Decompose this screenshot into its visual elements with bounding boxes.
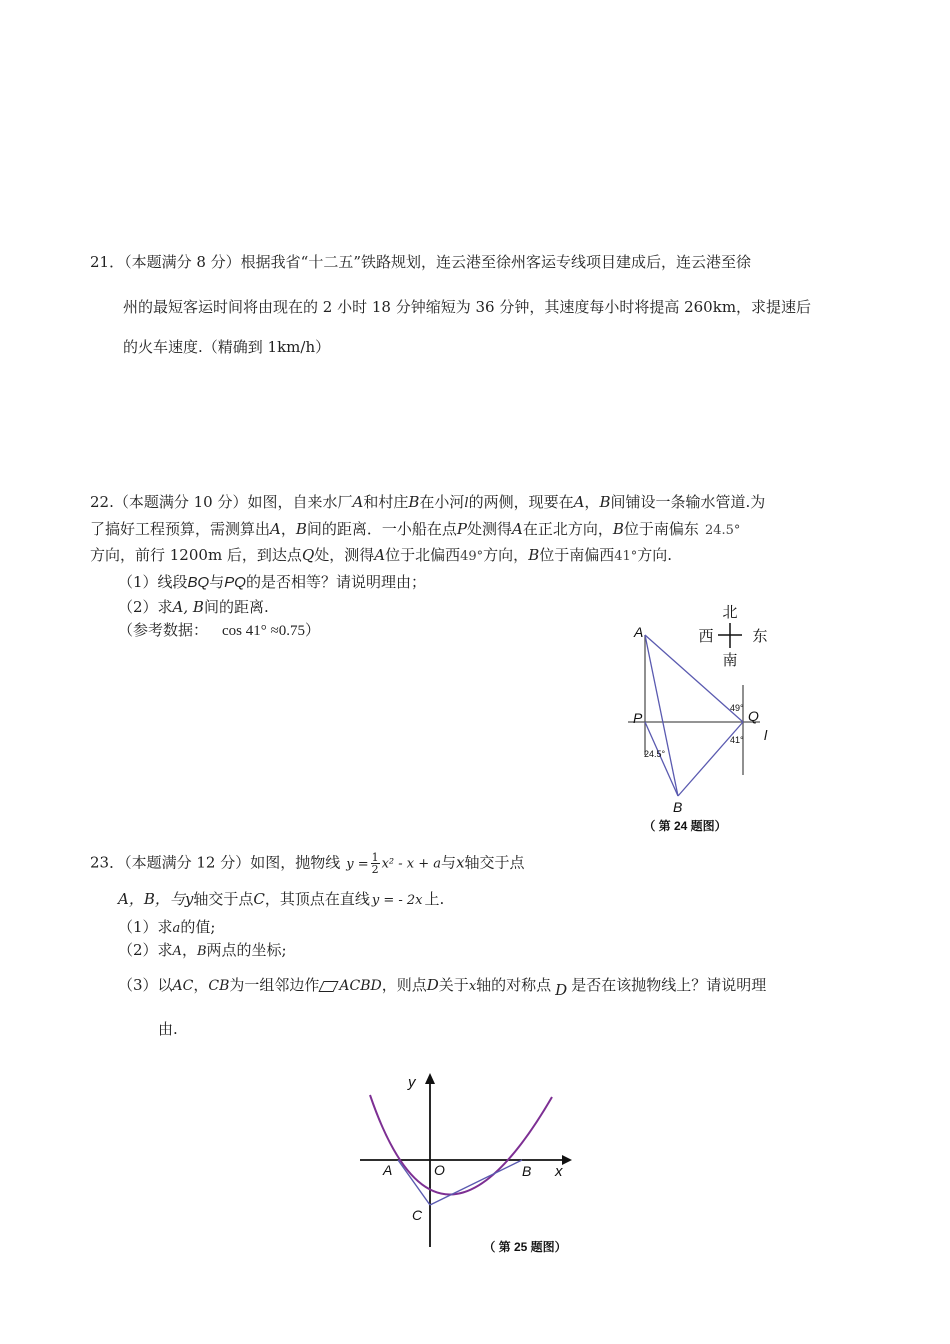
label-x: x: [555, 1163, 563, 1180]
q22-text: 的是否相等？请说明理由；: [245, 573, 426, 591]
label-C: C: [412, 1207, 423, 1223]
fraction-denominator: 2: [371, 863, 379, 876]
point-A: A: [512, 520, 523, 538]
compass-north: 北: [722, 604, 738, 621]
q22-text: 处测得: [467, 520, 513, 538]
x-axis-arrow: [562, 1155, 572, 1165]
q23-line1: [90, 852, 525, 875]
segment-AC: [398, 1160, 430, 1205]
point-A: A: [270, 520, 281, 538]
point-B: B: [528, 546, 540, 564]
point-A: A: [172, 944, 182, 959]
q23-text: 与: [441, 853, 457, 872]
q22-reference: [118, 620, 320, 641]
point-D-reflection: D: [555, 981, 568, 999]
q22-text: ，: [584, 493, 600, 511]
q22-sub2: [118, 597, 269, 617]
point-P: P: [456, 520, 468, 538]
compass-south: 南: [722, 652, 738, 669]
q23-text: ，: [193, 976, 209, 994]
q22-text: 22.（本题满分 10 分）如图，自来水厂: [90, 493, 353, 511]
reference-formula: cos 41° ≈0.75: [222, 623, 305, 639]
q21-line1: 21．（本题满分 8 分）根据我省“十二五”铁路规划，连云港至徐州客运专线项目建成后，连云港至徐: [90, 253, 752, 271]
q21-line2: 州的最短客运时间将由现在的 2 小时 18 分钟缩短为 36 分钟，其速度每小时将提高 260km，求提速后: [123, 298, 812, 316]
var-a: a: [172, 921, 181, 936]
q23-text: 关于: [438, 976, 469, 994]
label-l: l: [764, 727, 768, 743]
segment-QB: [678, 722, 743, 796]
q21-line3: 的火车速度.（精确到 1km/h）: [123, 338, 331, 356]
label-A: A: [634, 624, 644, 640]
parallelogram-icon: [319, 981, 339, 992]
q22-line1: [90, 492, 765, 514]
point-Q: Q: [301, 546, 315, 564]
q22-text: 与: [209, 573, 225, 591]
angle-49: 49°: [460, 549, 484, 564]
q23-text: ，: [181, 941, 197, 959]
q23-text: ，则点: [381, 976, 427, 994]
q22-text: 位于北偏西: [385, 546, 461, 564]
q22-text: 在小河: [419, 493, 465, 511]
segment-BQ: BQ: [187, 574, 210, 591]
q23-sub3: [118, 975, 766, 997]
q22-text: 方向，: [483, 546, 529, 564]
var-y: y: [184, 890, 194, 908]
figure-25-caption: （ 第 25 题图）: [483, 1240, 567, 1254]
label-A: A: [383, 1162, 393, 1178]
label-B: B: [522, 1163, 532, 1179]
var-x: x: [456, 853, 465, 872]
label-B: B: [673, 799, 683, 815]
q22-text: 的两侧，现要在: [468, 493, 574, 511]
fraction-numerator: 1: [371, 851, 379, 864]
q22-text: 方向.: [637, 546, 673, 564]
y-axis-arrow: [425, 1073, 435, 1084]
label-y: y: [408, 1074, 416, 1091]
q22-text: 位于南偏西: [539, 546, 615, 564]
point-A: A: [374, 546, 386, 564]
q23-text: （本题满分 12 分）如图，抛物线: [124, 853, 341, 872]
point-B: B: [295, 520, 307, 538]
q23-text: 上.: [424, 890, 445, 908]
q22-text: 方向，前行 1200m 后，到达点: [90, 546, 302, 564]
segment-CB: CB: [208, 978, 230, 994]
label-P: P: [633, 710, 643, 726]
angle-24-5: 24.5°: [704, 523, 741, 538]
q23-text: 两点的坐标;: [206, 941, 287, 959]
q22-text: ，: [280, 520, 296, 538]
q23-text: 轴交于点: [464, 853, 525, 872]
angle-41: 41°: [614, 549, 638, 564]
q23-line2: [118, 889, 444, 911]
q23-text: 的值;: [180, 918, 216, 936]
angle-label-49: 49°: [730, 703, 744, 713]
q22-text: 和村庄: [363, 493, 409, 511]
equation-rhs: x² - x + a: [381, 856, 442, 872]
q23-text: 轴交于点: [193, 890, 254, 908]
line-equation: y = - 2x: [371, 893, 423, 908]
figure-25: [350, 1065, 590, 1265]
q23-text: 是否在该抛物线上？请说明理: [571, 976, 767, 994]
parabola-curve: [370, 1095, 552, 1195]
point-B: B: [196, 944, 207, 959]
q22-text: 了搞好工程预算，需测算出: [90, 520, 271, 538]
point-B: B: [599, 493, 611, 511]
q22-text: 间的距离.: [203, 598, 269, 616]
point-C: C: [253, 890, 265, 908]
label-Q: Q: [748, 708, 759, 724]
q22-text: 在正北方向，: [522, 520, 613, 538]
angle-label-41: 41°: [730, 735, 744, 745]
q23-text: ，其顶点在直线: [264, 890, 370, 908]
point-D: D: [426, 976, 439, 994]
q23-text: 轴的对称点: [476, 976, 552, 994]
q23-text: （1）求: [118, 918, 173, 936]
compass-east: 东: [752, 628, 768, 645]
q22-text: （参考数据：: [118, 621, 209, 639]
var-x: x: [468, 979, 477, 994]
point-A: A: [352, 493, 364, 511]
q23-text: （3）以: [118, 976, 173, 994]
q23-sub1: [118, 917, 215, 939]
point-B: B: [612, 520, 624, 538]
q23-sub2: [118, 940, 287, 962]
q22-line3: [90, 545, 672, 567]
equation-lhs: y =: [346, 856, 369, 872]
parallelogram-ACBD: ACBD: [339, 978, 382, 994]
q22-text: 间铺设一条输水管道.为: [610, 493, 766, 511]
point-B: B: [408, 493, 420, 511]
segment-AC: AC: [172, 978, 194, 994]
q23-sub3-cont: 由.: [158, 1020, 178, 1038]
segment-PB: [645, 722, 678, 796]
figure-24-caption: （ 第 24 题图）: [643, 819, 727, 833]
q22-text: ）: [305, 621, 321, 639]
q22-text: 间的距离．一小船在点: [306, 520, 457, 538]
q22-text: 位于南偏东: [623, 520, 699, 538]
label-O: O: [434, 1162, 445, 1178]
q22-text: （2）求: [118, 598, 173, 616]
q22-text: （1）线段: [118, 573, 188, 591]
q22-line2: [90, 519, 740, 541]
q22-text: 处，测得: [314, 546, 375, 564]
points-AB: A, B: [172, 598, 204, 616]
q23-text: A，B，与: [118, 890, 185, 908]
q23-text: 为一组邻边作: [229, 976, 320, 994]
point-A: A: [573, 493, 585, 511]
segment-PQ: PQ: [224, 574, 246, 591]
q23-text: 23．: [90, 853, 125, 872]
figure-24: [590, 595, 800, 840]
q22-sub1: [118, 572, 426, 593]
q23-text: （2）求: [118, 941, 173, 959]
compass-west: 西: [698, 628, 714, 645]
river-l: l: [464, 496, 469, 511]
equation-fraction: [371, 852, 380, 875]
angle-label-24-5: 24.5°: [644, 749, 666, 759]
